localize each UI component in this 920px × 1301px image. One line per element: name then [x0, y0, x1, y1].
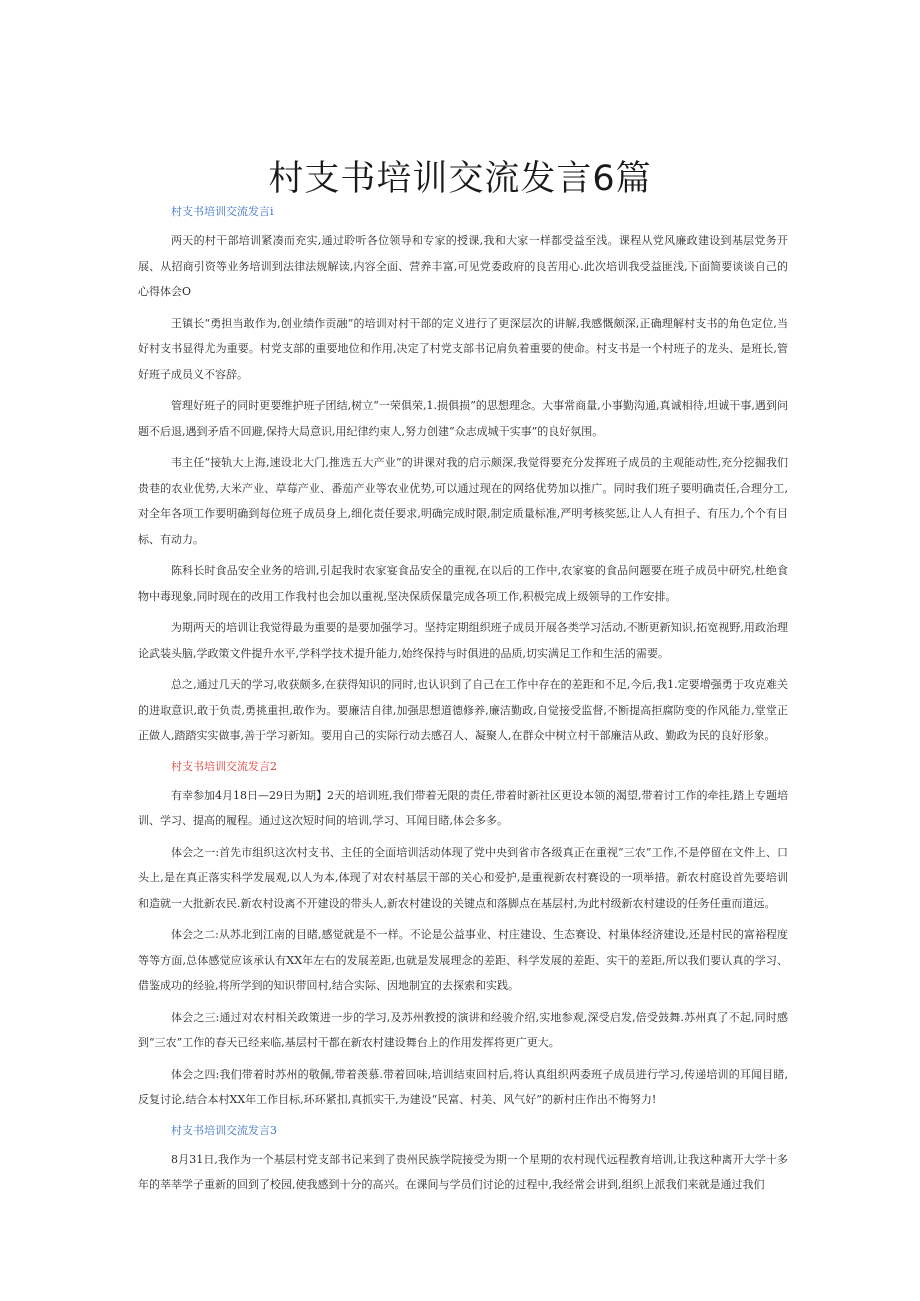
paragraph: 韦主任“接轨大上海,速设北大门,推选五大产业”的讲课对我的启示颇深,我觉得要充分发挥班子成员的主观能动性,充分挖掘我们贵巷的农业优势,大米产业、草莓产业、番茄产业等农业优势,可以通过现在的网络优势加以推广。同时我们班子要明确责任,合理分工,对全年各项工作要明确到每位班子成员身上,细化责任要求,明确完成时限,制定质量标准,严明考核奖惩,让人人有担子、有压力,个个有目标、有动力。	[138, 456, 788, 546]
section-heading: 村支书培训交流发言3	[171, 1123, 277, 1137]
paragraph: 总之,通过几天的学习,收获颇多,在获得知识的同时,也认识到了自己在工作中存在的差距和不足,今后,我1.定要增强勇于攻克难关的进取意识,敢于负责,勇挑重担,敢作为。要廉洁自律,加强思想道德修养,廉洁勤政,自觉接受监督,不断提高拒腐防变的作风能力,堂堂正正做人,踏踏实实做事,善于学习新知。要用自己的实际行动去感召人、凝聚人,在群众中树立村干部廉洁从政、勤政为民的良好形象。	[138, 678, 788, 742]
paragraph: 为期两天的培训让我觉得最为重要的是要加强学习。坚持定期组织班子成员开展各类学习活动,不断更新知识,拓宽视野,用政治理论武装头脑,学政策文件提升水平,学科学技术提升能力,始终保持与时俱进的品质,切实满足工作和生活的需要。	[138, 621, 788, 660]
section-heading: 村支书培训交流发言2	[171, 759, 277, 773]
document-body	[138, 200, 788, 1204]
section-heading: 村支书培训交流发言i	[171, 205, 274, 218]
paragraph: 管理好班子的同时更要维护班子团结,树立“一荣俱荣,1.损俱损”的思想理念。大事常商量,小事勤沟通,真诚相待,坦诚干事,遇到问题不后退,遇到矛盾不回避,保持大局意识,用纪律约束人,努力创建“众志成城干实事”的良好氛围。	[138, 399, 788, 438]
paragraph: 体会之一:首先市组织这次村支书、主任的全面培训活动体现了党中央到省市各级真正在重视“三农”工作,不是停留在文件上、口头上,是在真正落实科学发展观,以人为本,体现了对农村基层干部的关心和爱护,是重视新农村赛设的一项举措。新农村庭设首先要培训和造就一大批新农民.新农村设离不开建设的带头人,新农村建设的关键点和落脚点在基层村,为此村级新农村建设的任务任重而道远。	[138, 845, 788, 910]
paragraph: 王镇长“勇担当敢作为,创业绩作贡融”的培训对村干部的定义进行了更深层次的讲解,我感慨颇深,正确理解村支书的角色定位,当好村支书显得尤为重要。村党支部的重要地位和作用,决定了村党支部书记肩负着重要的使命。村支书是一个村班子的龙头、是班长,管好班子成员义不容辞。	[138, 316, 788, 381]
document-title: 村支书培训交流发言6篇	[268, 159, 652, 200]
paragraph: 体会之三:通过对农村相关政策进一步的学习,及苏州教授的演讲和经骏介绍,实地参观,深受启发,倍受鼓舞.苏州真了不起,同时感到“三农”工作的春天已经来临,基层村干都在新农村建设舞台上的作用发挥将更广更大。	[138, 1010, 788, 1049]
paragraph: 体会之四:我们带着时苏州的敬佩,带着羡慕.带着回味,培训结束回村后,将认真组织两委班子成员进行学习,传递培训的耳闻目睹,反复讨论,结合本村XX年工作目标,环环紧扣,真抓实干,为建设“民富、村美、风气好”的新村庄作出不悔努力!	[138, 1067, 788, 1106]
paragraph: 陈科长时食品安全业务的培训,引起我时农家宴食品安全的重视,在以后的工作中,农家宴的食品问题要在班子成员中研究,杜绝食物中毒现象,同时现在的改用工作我村也会加以重视,坚决保质保量完成各项工作,积极完成上级领导的工作安排。	[138, 564, 788, 603]
section-3	[138, 1119, 788, 1198]
section-2	[138, 755, 788, 1113]
section-1	[138, 200, 788, 749]
paragraph: 有幸参加4月18日—29日为期】2天的培训班,我们带着无限的责任,带着时新社区更设本领的渴望,带着讨工作的牵挂,踏上专题培训、学习、提高的履程。通过这次短时间的培训,学习、耳闻目睹,体会多多。	[138, 788, 788, 827]
paragraph: 两天的村干部培训紧凑而充实,通过聆听各位领导和专家的授课,我和大家一样都受益至浅。课程从党风廉政建设到基层党务开展、从招商引资等业务培训到法律法规解读,内容全面、营养丰富,可见党委政府的良苦用心.此次培训我受益匪浅,下面简要谈谈自己的心得体会O	[138, 234, 788, 298]
paragraph: 8月31日,我作为一个基层村党支部书记来到了贵州民族学院接受为期一个星期的农村现代远程教育培训,让我这种离开大学十多年的莘莘学子重新的回到了校园,使我感到十分的高兴。在课间与学员们讨论的过程中,我经常会讲到,组织上派我们来就是通过我们	[138, 1152, 788, 1191]
paragraph: 体会之二:从苏北到江南的目睹,感觉就是不一样。不论是公益事业、村庄建设、生态赛设、村巢体经济建设,还是村民的富裕程度等等方面,总体感觉应该承认有XX年左右的发展差距,也就是发展理念的差距、科学发展的差距、实干的差距,所以我们要认真的学习、借鉴成功的经验,将所学到的知识带回村,结合实际、因地制宜的去探索和实践。	[138, 928, 788, 992]
